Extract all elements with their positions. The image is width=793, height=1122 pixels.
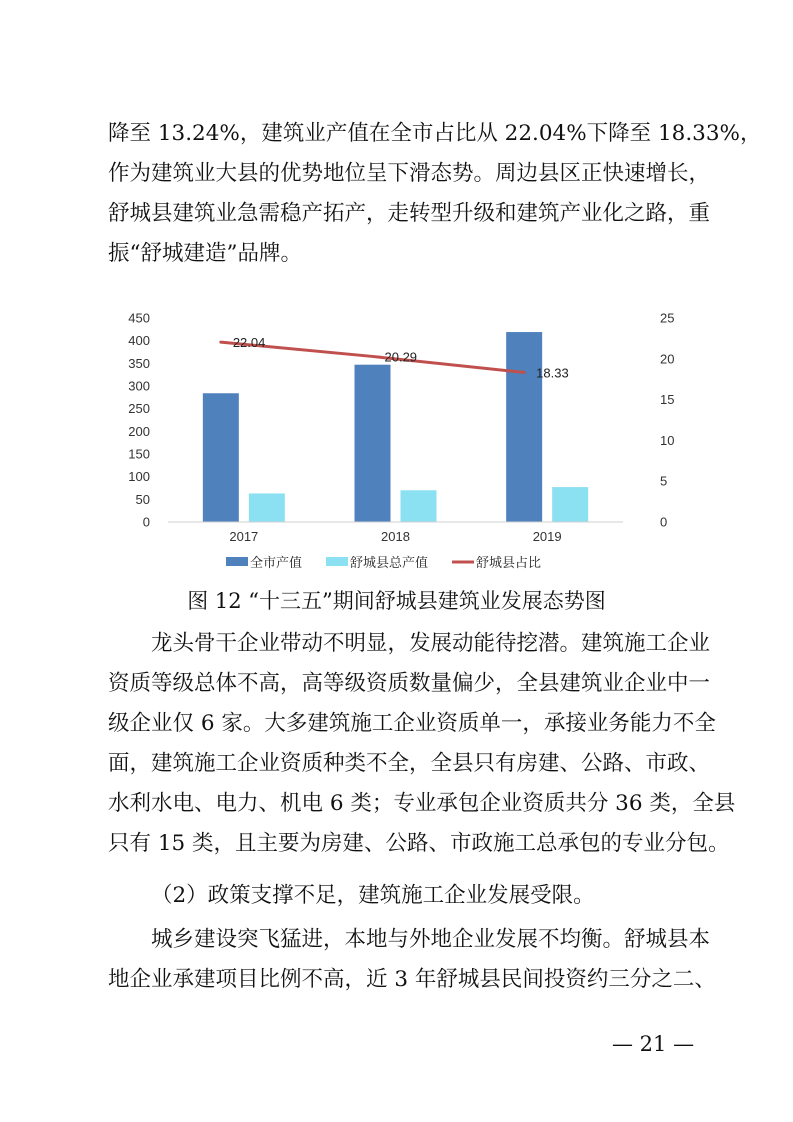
legend-swatch <box>226 557 248 566</box>
line-data-label: 18.33 <box>536 365 569 381</box>
text-line: 水利水电、电力、机电 6 类；专业承包企业资质共分 36 类，全县 <box>108 791 736 816</box>
line-data-label: 20.29 <box>384 349 418 365</box>
left-tick-label: 150 <box>128 446 150 462</box>
bar <box>249 493 285 522</box>
left-tick-label: 450 <box>128 310 150 326</box>
left-tick-label: 0 <box>142 514 150 530</box>
x-tick-label: 2019 <box>532 529 562 544</box>
x-tick-label: 2017 <box>229 529 259 544</box>
text-line: 振“舒城建造”品牌。 <box>108 241 302 266</box>
left-tick-label: 250 <box>128 401 150 417</box>
body-paragraph-local-firms <box>108 920 716 1000</box>
page-number: — 21 — <box>612 1032 695 1056</box>
line-data-label: 22.04 <box>232 335 266 351</box>
bar <box>203 393 239 522</box>
heading-text: （2）政策支撑不足，建筑施工企业发展受限。 <box>151 883 595 908</box>
left-tick-label: 350 <box>128 355 150 371</box>
bar <box>355 365 391 522</box>
left-axis <box>128 311 150 530</box>
left-tick-label: 50 <box>135 491 150 507</box>
right-tick-label: 15 <box>660 392 675 408</box>
text-line: 龙头骨干企业带动不明显，发展动能待挖潜。建筑施工企业 <box>151 631 711 656</box>
intro-paragraph <box>108 114 762 274</box>
text-line: 只有 15 类，且主要为房建、公路、市政施工总承包的专业分包。 <box>108 831 730 856</box>
text-line: 地企业承建项目比例不高，近 3 年舒城县民间投资约三分之二、 <box>108 967 716 992</box>
text-line: 面，建筑施工企业资质种类不全，全县只有房建、公路、市政、 <box>108 751 711 776</box>
legend-label: 舒城县占比 <box>476 555 542 570</box>
text-line: 城乡建设突飞猛进，本地与外地企业发展不均衡。舒城县本 <box>151 927 711 952</box>
right-tick-label: 10 <box>660 432 675 448</box>
construction-output-chart <box>108 300 688 582</box>
bar <box>401 490 437 522</box>
body-paragraph-enterprises <box>108 624 736 864</box>
right-tick-label: 25 <box>660 310 675 326</box>
legend-label: 舒城县总产值 <box>350 555 429 570</box>
right-tick-label: 0 <box>660 514 668 530</box>
text-line: 级企业仅 6 家。大多建筑施工企业资质单一，承接业务能力不全 <box>108 711 716 736</box>
x-tick-label: 2018 <box>381 529 410 544</box>
bar <box>552 487 588 522</box>
left-tick-label: 400 <box>128 333 150 349</box>
section-heading <box>108 876 692 916</box>
left-tick-label: 200 <box>128 423 150 439</box>
left-tick-label: 300 <box>128 378 150 394</box>
left-tick-label: 100 <box>128 469 150 485</box>
text-line: 作为建筑业大县的优势地位呈下滑态势。周边县区正快速增长， <box>108 161 711 186</box>
text-line: 舒城县建筑业急需稳产拓产，走转型升级和建筑产业化之路，重 <box>108 201 711 226</box>
legend-swatch <box>326 557 348 566</box>
x-axis <box>168 522 623 544</box>
right-tick-label: 5 <box>660 473 668 489</box>
bar <box>506 332 542 522</box>
text-line: 降至 13.24%，建筑业产值在全市占比从 22.04%下降至 18.33%， <box>108 121 762 146</box>
figure-caption: 图 12 “十三五”期间舒城县建筑业发展态势图 <box>187 589 606 613</box>
right-tick-label: 20 <box>660 351 675 367</box>
legend-label: 全市产值 <box>250 555 303 570</box>
text-line: 资质等级总体不高，高等级资质数量偏少，全县建筑业企业中一 <box>108 671 711 696</box>
right-axis <box>660 311 674 530</box>
chart-legend <box>226 555 541 570</box>
